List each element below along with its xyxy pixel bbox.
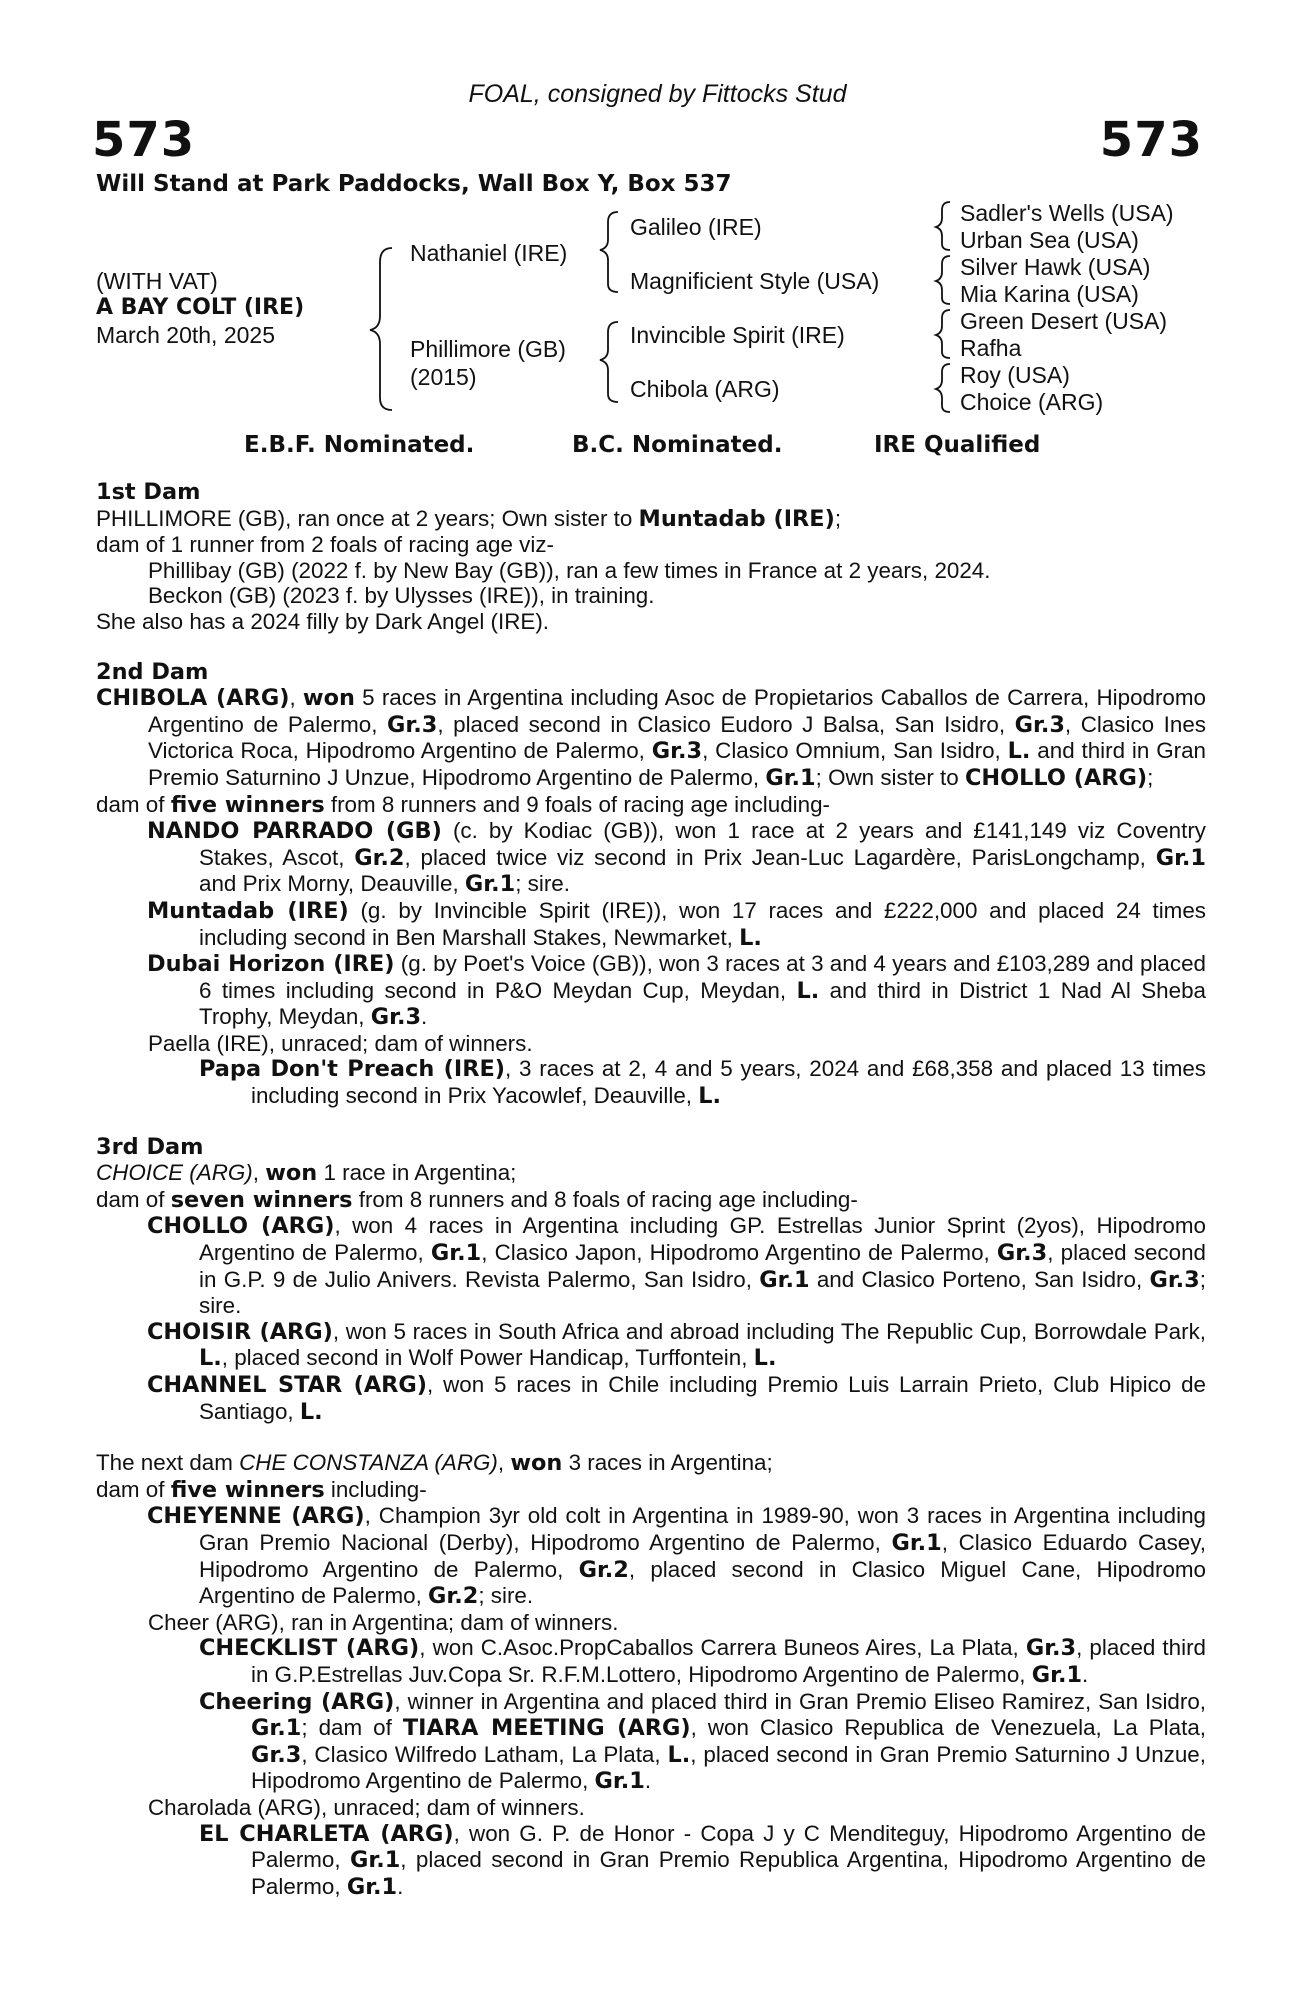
che-constanza-produce-intro: dam of five winners including- [96,1476,427,1503]
muntadab: Muntadab (IRE) (g. by Invincible Spirit (IRE)), won 17 races and £222,000 and placed 24 times including second in Ben Marshall Stakes, Newmarket, L. [147,897,1206,951]
chibola-record: CHIBOLA (ARG), won 5 races in Argentina including Asoc de Propietarios Caballos de Carrera, Hipodromo Argentino de Palermo, Gr.3, placed second in Clasico Eudoro J Balsa, San Isidro, Gr.3, Clasico Ines Victorica Roca, Hipodromo Argentino de Palermo, Gr.3, Clasico Omnium, San Isidro, L. and third in Gran Premio Saturnino J Unzue, Hipodromo Argentino de Palermo, Gr.1; Own sister to CHOLLO (ARG); [96,685,1206,791]
first-dam-section [96,480,1206,635]
channel-star: CHANNEL STAR (ARG), won 5 races in Chile including Premio Luis Larrain Prieto, Club Hipico de Santiago, L. [147,1372,1206,1425]
sire-dam: Magnificient Style (USA) [630,268,880,294]
cheer: Cheer (ARG), ran in Argentina; dam of winners. [148,1609,619,1635]
chollo: CHOLLO (ARG), won 4 races in Argentina including GP. Estrellas Junior Sprint (2yos), Hipodromo Argentino de Palermo, Gr.1, Clasico Japon, Hipodromo Argentino de Palermo, Gr.3, placed second in G.P. 9 de Julio Anivers. Revista Palermo, San Isidro, Gr.1 and Clasico Porteno, San Isidro, Gr.3; sire. [147,1213,1206,1319]
dam-sire: Invincible Spirit (IRE) [630,322,845,348]
consignor-line: FOAL, consigned by Fittocks Stud [468,80,847,108]
lot-name: A BAY COLT (IRE) [96,295,305,320]
produce-phillibay: Phillibay (GB) (2022 f. by New Bay (GB)), ran a few times in France at 2 years, 2024. [148,557,991,583]
sire: Nathaniel (IRE) [410,240,568,266]
first-dam-note: She also has a 2024 filly by Dark Angel (IRE). [96,608,550,634]
vat-note: (WITH VAT) [96,268,218,294]
ggp-6: Rafha [960,335,1022,361]
next-dam-section [96,1450,1206,1900]
ire-qualified: IRE Qualified [874,432,1041,458]
ggp-3: Silver Hawk (USA) [960,254,1151,280]
che-constanza-record: The next dam CHE CONSTANZA (ARG), won 3 races in Argentina; [96,1450,773,1477]
dam-dam: Chibola (ARG) [630,376,780,402]
third-dam-heading: 3rd Dam [96,1133,204,1160]
choice-produce-intro: dam of seven winners from 8 runners and 8 foals of racing age including- [96,1186,858,1213]
foaling-date: March 20th, 2025 [96,322,276,348]
stand-location: Will Stand at Park Paddocks, Wall Box Y, Box 537 [96,171,732,197]
lot-number-right: 573 [1099,112,1203,168]
chibola-produce-intro: dam of five winners from 8 runners and 9 foals of racing age including- [96,791,830,818]
ggp-5: Green Desert (USA) [960,308,1168,334]
bc-nomination: B.C. Nominated. [572,432,783,458]
dam-year: (2015) [410,364,477,390]
ggp-4: Mia Karina (USA) [960,281,1139,307]
choisir: CHOISIR (ARG), won 5 races in South Africa and abroad including The Republic Cup, Borrowdale Park, L., placed second in Wolf Power Handicap, Turffontein, L. [147,1318,1206,1372]
first-dam-heading: 1st Dam [96,479,201,505]
ggp-8: Choice (ARG) [960,389,1104,415]
produce-beckon: Beckon (GB) (2023 f. by Ulysses (IRE)), in training. [148,583,655,609]
dam: Phillimore (GB) [410,336,566,362]
second-dam-heading: 2nd Dam [96,658,209,685]
third-dam-section [96,1135,1206,1426]
el-charleta: EL CHARLETA (ARG), won G. P. de Honor - Copa J y C Menditeguy, Hipodromo Argentino de Palermo, Gr.1, placed second in Gran Premio Republica Argentina, Hipodromo Argentino de Palermo, Gr.1. [199,1820,1207,1900]
ggp-1: Sadler's Wells (USA) [960,200,1174,226]
cheyenne: CHEYENNE (ARG), Champion 3yr old colt in Argentina in 1989-90, won 3 races in Argentina including Gran Premio Nacional (Derby), Hipodromo Argentino de Palermo, Gr.1, Clasico Eduardo Casey, Hipodromo Argentino de Palermo, Gr.2, placed second in Clasico Miguel Cane, Hipodromo Argentino de Palermo, Gr.2; sire. [147,1503,1207,1610]
pedigree-braces [0,0,1315,460]
ggp-7: Roy (USA) [960,362,1070,388]
ggp-2: Urban Sea (USA) [960,227,1139,253]
nando-parrado: NANDO PARRADO (GB) (c. by Kodiac (GB)), won 1 race at 2 years and £141,149 viz Coventry Stakes, Ascot, Gr.2, placed twice viz second in Prix Jean-Luc Lagardère, ParisLongchamp, Gr.1 and Prix Morny, Deauville, Gr.1; sire. [147,818,1206,898]
first-dam-produce-intro: dam of 1 runner from 2 foals of racing age viz- [96,532,554,558]
paella: Paella (IRE), unraced; dam of winners. [148,1030,533,1056]
ebf-nomination: E.B.F. Nominated. [244,432,475,458]
choice-record: CHOICE (ARG), won 1 race in Argentina; [96,1160,517,1187]
second-dam-section [96,660,1206,1110]
cheering: Cheering (ARG), winner in Argentina and placed third in Gran Premio Eliseo Ramirez, San Isidro, Gr.1; dam of TIARA MEETING (ARG), won Clasico Republica de Venezuela, La Plata, Gr.3, Clasico Wilfredo Latham, La Plata, L., placed second in Gran Premio Saturnino J Unzue, Hipodromo Argentino de Palermo, Gr.1. [199,1688,1207,1795]
catalogue-body [96,480,1206,1900]
papa-dont-preach: Papa Don't Preach (IRE), 3 races at 2, 4 and 5 years, 2024 and £68,358 and placed 13 times including second in Prix Yacowlef, Deauville, L. [199,1056,1207,1110]
sire-sire: Galileo (IRE) [630,214,762,240]
dubai-horizon: Dubai Horizon (IRE) (g. by Poet's Voice (GB)), won 3 races at 3 and 4 years and £103,289 and placed 6 times including second in P&O Meydan Cup, Meydan, L. and third in District 1 Nad Al Sheba Trophy, Meydan, Gr.3. [147,951,1206,1031]
lot-number-left: 573 [92,112,196,168]
first-dam-line: PHILLIMORE (GB), ran once at 2 years; Own sister to Muntadab (IRE); [96,505,842,532]
charolada: Charolada (ARG), unraced; dam of winners. [148,1794,585,1820]
checklist: CHECKLIST (ARG), won C.Asoc.PropCaballos Carrera Buneos Aires, La Plata, Gr.3, placed third in G.P.Estrellas Juv.Copa Sr. R.F.M.Lottero, Hipodromo Argentino de Palermo, Gr.1. [199,1635,1206,1688]
